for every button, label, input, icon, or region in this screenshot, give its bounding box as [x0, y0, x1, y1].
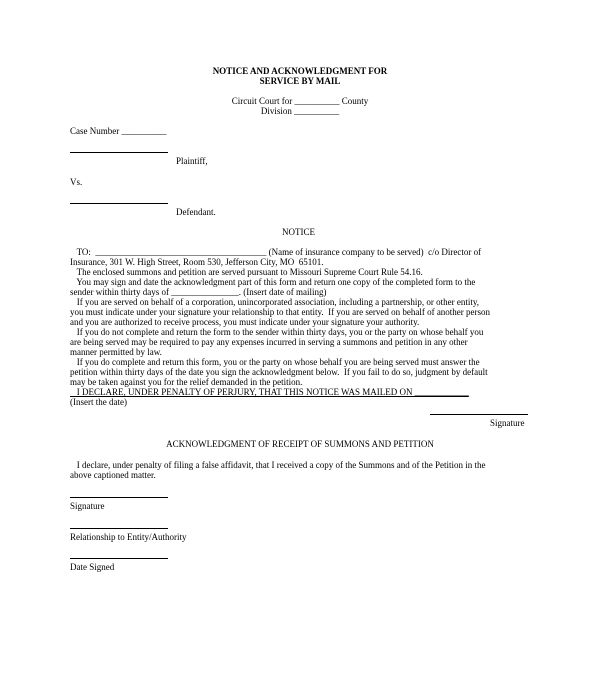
notice-paragraph-1: The enclosed summons and petition are served pursuant to Missouri Supreme Court Rule 54.16. [70, 267, 423, 277]
notice-paragraph-5-line-1: If you do complete and return this form, you or the party on whose behalf you are being served must answer the [70, 357, 480, 367]
notice-paragraph-4-line-1: If you do not complete and return the form to the sender within thirty days, you or the party on whose behalf you [70, 327, 484, 337]
relationship-label: Relationship to Entity/Authority [70, 532, 187, 542]
notice-to-line-1: TO: ______________________________________ (Name of insurance company to be served) c/o Director of [70, 247, 482, 257]
notice-paragraph-3-line-1: If you are served on behalf of a corporation, unincorporated association, including a partnership, or other entity, [70, 297, 480, 307]
notice-paragraph-4-line-2: are being served may be required to pay any expenses incurred in serving a summons and petition in any other [70, 337, 468, 347]
relationship-line [70, 528, 168, 529]
notice-paragraph-2-line-1: You may sign and date the acknowledgment part of this form and return one copy of the completed form to the [70, 277, 476, 287]
acknowledgment-paragraph-line-2: above captioned matter. [70, 470, 156, 480]
declaration-line: I DECLARE, UNDER PENALTY OF PERJURY, THAT THIS NOTICE WAS MAILED ON ____________ [70, 387, 469, 397]
notice-signature-label: Signature [490, 418, 525, 428]
acknowledgment-paragraph-line-1: I declare, under penalty of filing a false affidavit, that I received a copy of the Summons and of the Petition in the [70, 460, 486, 470]
plaintiff-label: Plaintiff, [176, 156, 208, 166]
notice-paragraph-2-line-2: sender within thirty days of _______________. (Insert date of mailing) [70, 287, 327, 297]
notice-to-line-2: Insurance, 301 W. High Street, Room 530, Jefferson City, MO 65101. [70, 257, 324, 267]
date-signed-label: Date Signed [70, 562, 115, 572]
court-county: Circuit Court for __________ County [231, 96, 369, 106]
notice-paragraph-5-line-3: may be taken against you for the relief demanded in the petition. [70, 377, 303, 387]
notice-paragraph-5-line-2: petition within thirty days of the date you sign the acknowledgment below. If you fail to do so, judgment by default [70, 367, 488, 377]
defendant-signature-line [70, 203, 168, 204]
defendant-label: Defendant. [176, 207, 216, 217]
vs-label: Vs. [70, 177, 83, 187]
insert-date-label: (Insert the date) [70, 397, 127, 407]
court-division: Division __________ [260, 106, 340, 116]
acknowledgment-heading: ACKNOWLEDGMENT OF RECEIPT OF SUMMONS AND PETITION [166, 439, 434, 449]
title-line-2: SERVICE BY MAIL [259, 76, 341, 86]
case-number: Case Number __________ [70, 126, 167, 136]
notice-signature-line [430, 414, 528, 415]
plaintiff-signature-line [70, 152, 168, 153]
title-line-1: NOTICE AND ACKNOWLEDGMENT FOR [212, 66, 388, 76]
date-signed-line [70, 558, 168, 559]
ack-signature-label: Signature [70, 501, 105, 511]
notice-paragraph-3-line-2: you must indicate under your signature your relationship to that entity. If you are served on behalf of another person [70, 307, 491, 317]
notice-heading: NOTICE [282, 227, 315, 237]
notice-paragraph-4-line-3: manner permitted by law. [70, 347, 162, 357]
ack-signature-line [70, 497, 168, 498]
notice-paragraph-3-line-3: and you are authorized to receive process, you must indicate under your signature your authority. [70, 317, 420, 327]
